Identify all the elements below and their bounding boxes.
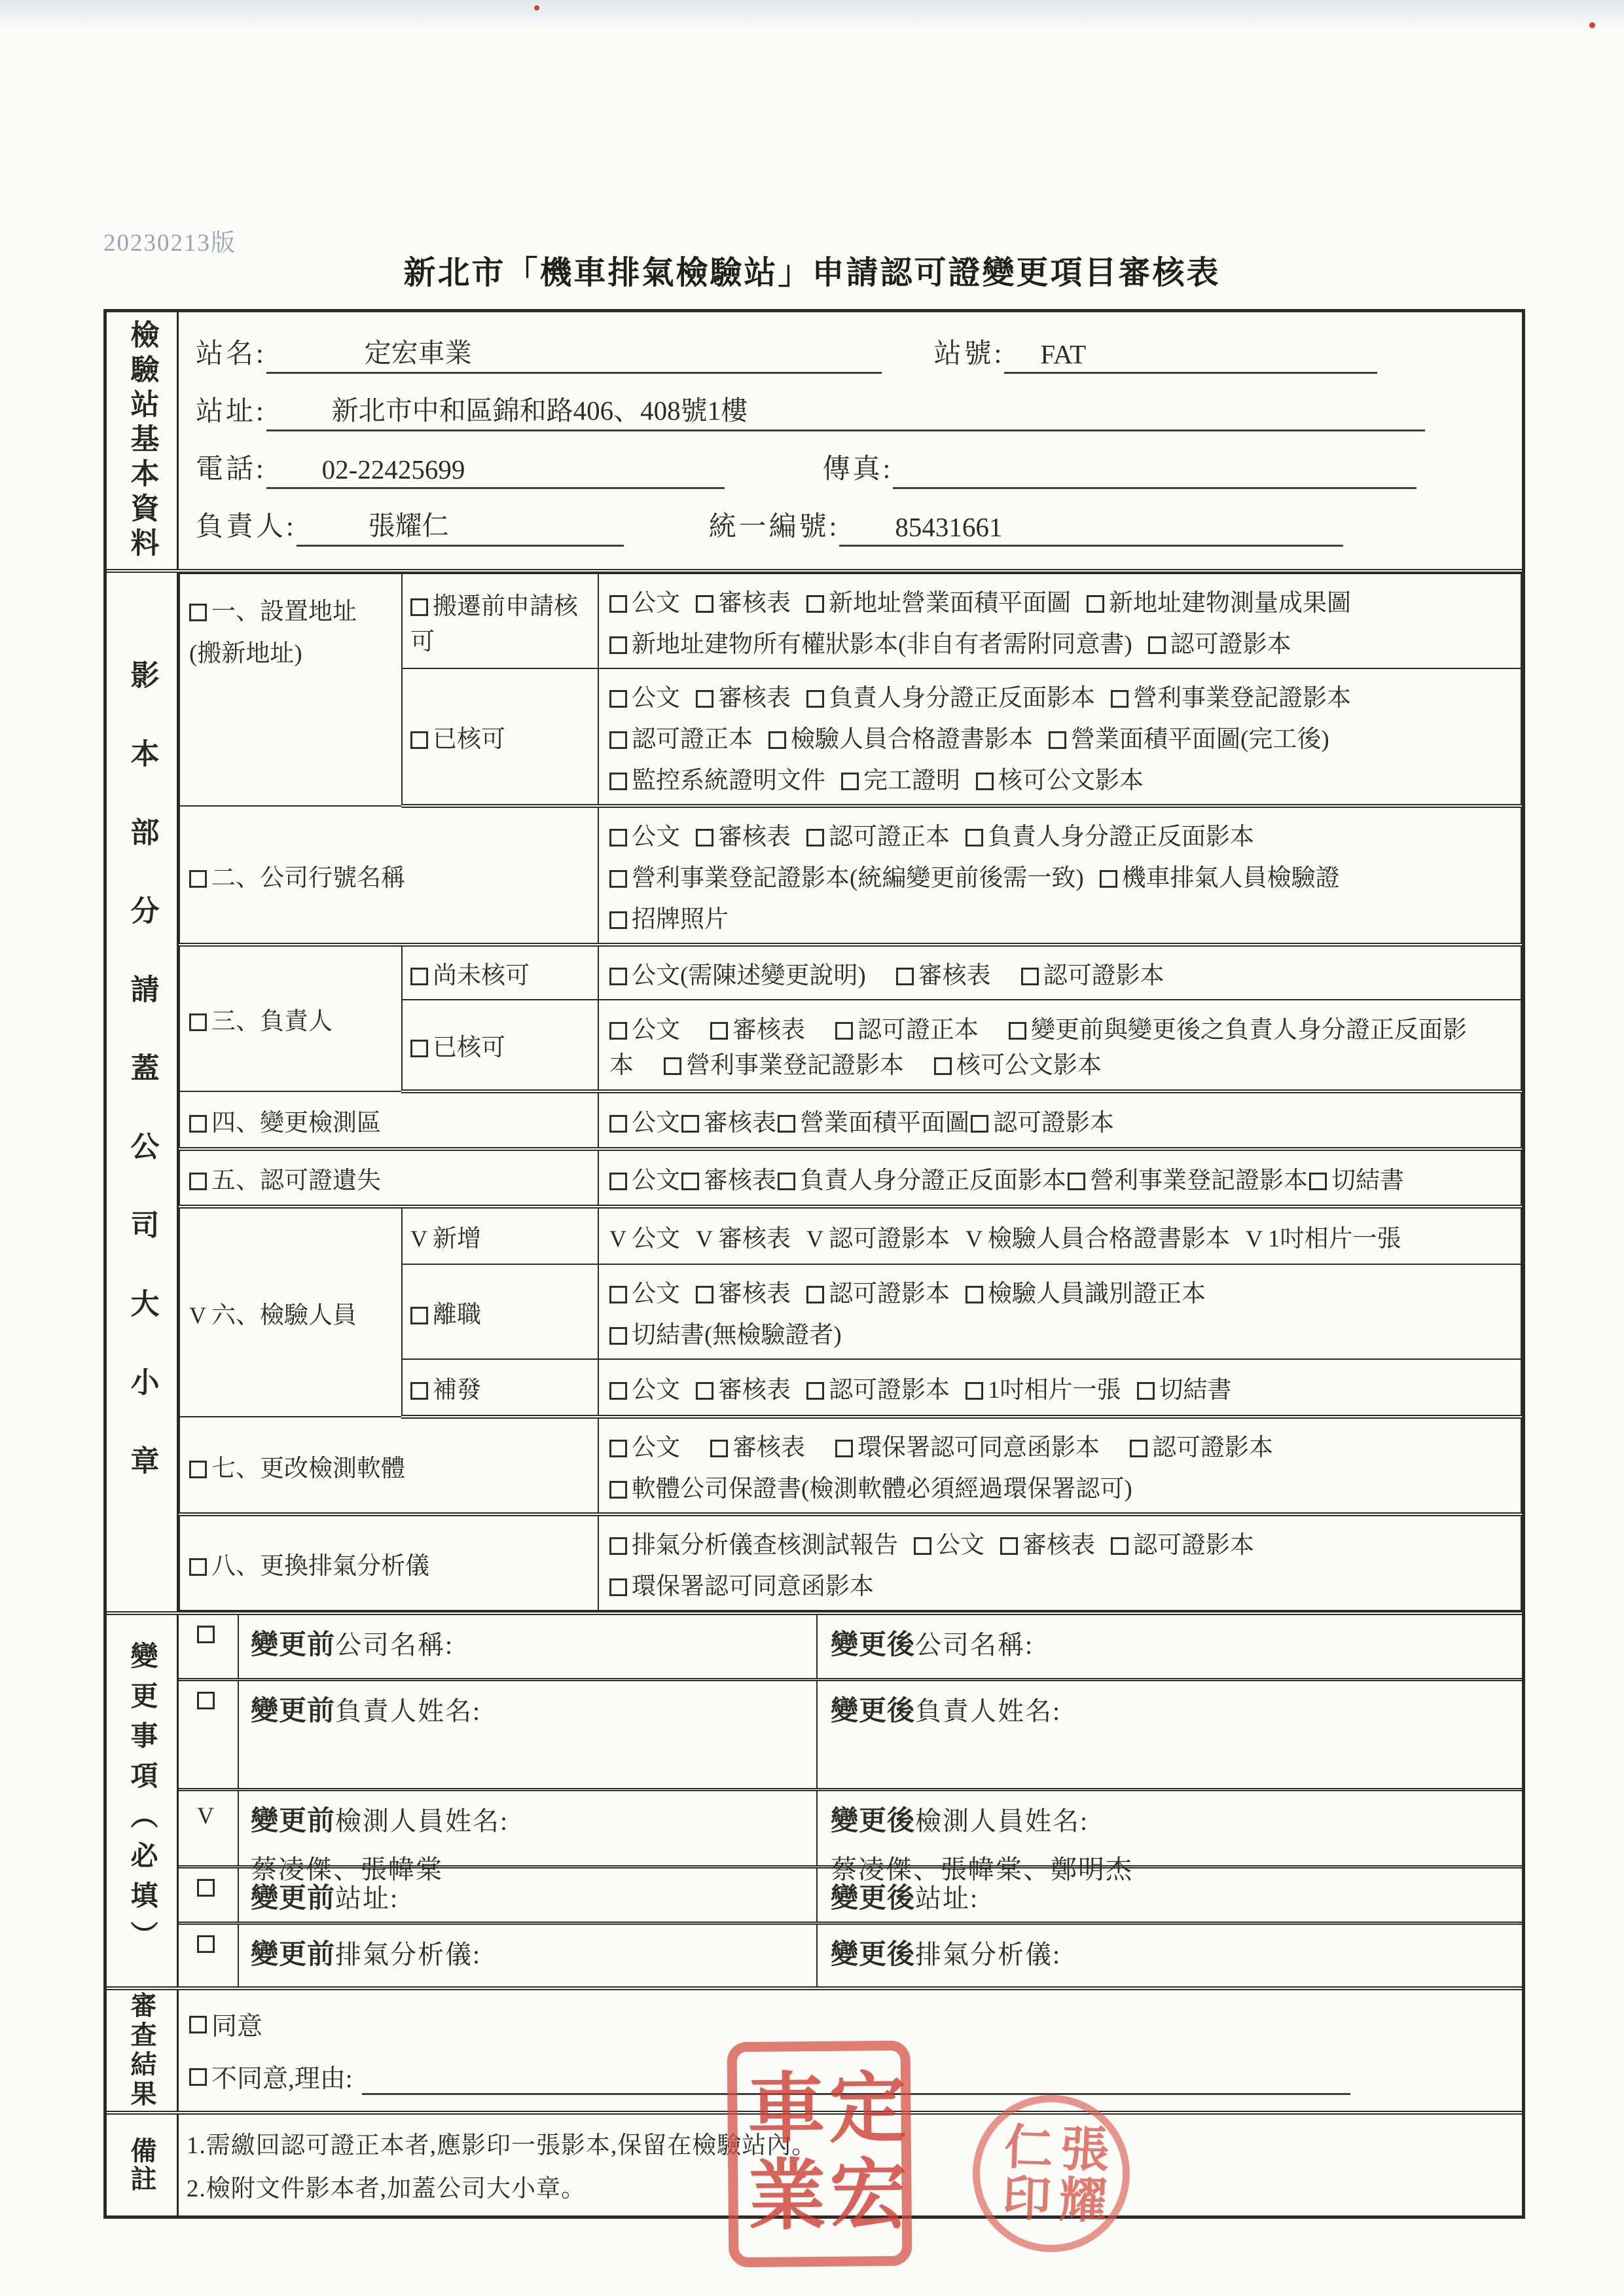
phone-field[interactable] bbox=[266, 452, 725, 489]
phone-value: 02-22425699 bbox=[321, 454, 465, 484]
checkbox[interactable] bbox=[778, 1115, 795, 1133]
change-rows bbox=[179, 1615, 1522, 1986]
category-company-name: 二、公司行號名稱 bbox=[179, 806, 598, 945]
station-code-label: 站號: bbox=[933, 339, 1005, 369]
checkbox[interactable] bbox=[1068, 1173, 1085, 1190]
change-row bbox=[179, 1788, 1522, 1884]
fax-label: 傳真: bbox=[822, 454, 893, 484]
checkbox[interactable] bbox=[609, 1173, 627, 1190]
checklist-item: 認可證影本 bbox=[806, 1377, 950, 1404]
checklist-item: 公文 bbox=[914, 1532, 984, 1559]
checkbox[interactable] bbox=[189, 2016, 207, 2033]
row-1a bbox=[179, 574, 1521, 668]
after-prefix: 變更後 bbox=[831, 1696, 916, 1726]
checkbox[interactable] bbox=[1100, 870, 1117, 888]
checklist-item: 審核表 bbox=[710, 1017, 805, 1044]
station-name-field[interactable] bbox=[266, 337, 882, 374]
checklist-item: 認可證正本 bbox=[806, 824, 950, 850]
checkbox[interactable] bbox=[609, 773, 627, 790]
checkbox[interactable] bbox=[1137, 1382, 1155, 1400]
after-value: 蔡凌傑、張幃棠、鄭明杰 bbox=[831, 1855, 1133, 1884]
checklist-item: 審核表 bbox=[696, 824, 791, 850]
checklist-item: 核可公文影本 bbox=[976, 767, 1144, 794]
section-basic-info bbox=[107, 312, 1522, 569]
station-name-value: 定宏車業 bbox=[364, 338, 472, 368]
checklist-item: 招牌照片 bbox=[609, 906, 729, 933]
row-owner-taxid bbox=[196, 505, 1507, 547]
checkbox[interactable] bbox=[896, 968, 914, 985]
checklist-items bbox=[598, 1514, 1521, 1611]
checkbox[interactable] bbox=[609, 1440, 627, 1457]
note-line: 1.需繳回認可證正本者,應影印一張影本,保留在檢驗站內。 bbox=[187, 2132, 817, 2159]
checkbox[interactable] bbox=[609, 1578, 627, 1596]
checklist-item: 公文 bbox=[609, 1017, 680, 1044]
before-label: 檢測人員姓名: bbox=[335, 1806, 509, 1836]
scanner-edge-artifact bbox=[0, 0, 1624, 30]
station-address-value: 新北市中和區錦和路406、408號1樓 bbox=[331, 395, 748, 426]
phone-label: 電話: bbox=[196, 454, 266, 484]
review-agree-row bbox=[189, 2006, 1522, 2043]
checkbox[interactable] bbox=[965, 1286, 983, 1303]
checkbox[interactable] bbox=[664, 1057, 681, 1075]
category-owner: 三、負責人 bbox=[179, 945, 402, 1091]
sidebar-change-items-label: 變更事項︵必填︶ bbox=[126, 1641, 157, 1961]
fax-field[interactable] bbox=[893, 452, 1416, 489]
checklist-item: 審核表 bbox=[696, 685, 791, 712]
checklist-item: 新地址建物測量成果圖 bbox=[1087, 590, 1351, 617]
checkbox[interactable] bbox=[609, 1286, 627, 1303]
checklist-item: 認可證影本 bbox=[1148, 631, 1291, 658]
checkbox[interactable] bbox=[696, 829, 713, 847]
checklist-item: 營利事業登記證影本 bbox=[1068, 1167, 1308, 1194]
checklist-items bbox=[598, 1000, 1521, 1091]
checklist-items bbox=[598, 574, 1521, 668]
checkbox[interactable] bbox=[410, 1040, 428, 1057]
after-label: 排氣分析儀: bbox=[915, 1940, 1062, 1969]
checklist-item: 檢驗人員識別證正本 bbox=[965, 1281, 1206, 1307]
change-row bbox=[179, 1678, 1522, 1788]
before-label: 排氣分析儀: bbox=[335, 1940, 482, 1969]
checklist-items bbox=[598, 1264, 1521, 1359]
checkbox[interactable] bbox=[609, 968, 627, 985]
checklist-item: 認可證正本 bbox=[609, 726, 753, 753]
checkbox[interactable] bbox=[806, 1382, 824, 1400]
checkbox[interactable] bbox=[189, 870, 207, 888]
checkbox[interactable] bbox=[197, 1626, 215, 1643]
checkbox[interactable] bbox=[410, 968, 428, 985]
checkbox[interactable] bbox=[197, 1692, 215, 1709]
checklist-item: 切結書(無檢驗證者) bbox=[609, 1322, 842, 1349]
station-name-label: 站名: bbox=[196, 339, 266, 369]
checkbox[interactable] bbox=[965, 1382, 983, 1400]
checkbox[interactable] bbox=[976, 773, 994, 790]
section-change-items bbox=[107, 1611, 1522, 1986]
checklist-item: 審核表 bbox=[681, 1110, 776, 1137]
checkbox[interactable] bbox=[965, 829, 983, 847]
subcategory-reissue: 補發 bbox=[402, 1359, 598, 1417]
before-value: 蔡凌傑、張幃棠 bbox=[251, 1855, 443, 1884]
checkbox[interactable] bbox=[189, 2068, 207, 2086]
checklist-item: 檢驗人員合格證書影本 bbox=[768, 726, 1033, 753]
row-4 bbox=[179, 1091, 1521, 1149]
before-change-cell[interactable] bbox=[239, 1681, 818, 1788]
checklist-items bbox=[598, 1149, 1521, 1207]
subcategory-not-yet-approved: 尚未核可 bbox=[402, 945, 598, 1000]
checklist-item: 營利事業登記證影本 bbox=[1111, 685, 1351, 712]
checkmark[interactable] bbox=[410, 1225, 427, 1253]
agree-label: 同意 bbox=[211, 2013, 263, 2041]
checkbox[interactable] bbox=[1021, 968, 1039, 985]
subcategory-approved: 已核可 bbox=[402, 668, 598, 806]
after-prefix: 變更後 bbox=[831, 1884, 916, 1914]
scan-artifact bbox=[534, 5, 539, 10]
checkbox[interactable] bbox=[1130, 1440, 1147, 1457]
subcategory-approved: 已核可 bbox=[402, 1000, 598, 1091]
change-row-checkbox-cell bbox=[179, 1868, 239, 1922]
checklist-item: V 公文 bbox=[609, 1226, 680, 1252]
before-prefix: 變更前 bbox=[251, 1806, 336, 1836]
checklist-item: 營業面積平面圖 bbox=[778, 1110, 969, 1137]
checklist-item: 公文 bbox=[609, 1377, 680, 1404]
sidebar-change-items bbox=[107, 1615, 179, 1986]
checkbox[interactable] bbox=[410, 598, 428, 616]
before-prefix: 變更前 bbox=[251, 1696, 336, 1726]
row-7 bbox=[179, 1417, 1521, 1514]
before-label: 負責人姓名: bbox=[335, 1696, 482, 1726]
checkbox[interactable] bbox=[841, 773, 859, 790]
checkbox[interactable] bbox=[189, 1013, 207, 1031]
checklist-item: 核可公文影本 bbox=[934, 1052, 1102, 1079]
checkbox[interactable] bbox=[778, 1173, 795, 1190]
checklist-item: 環保署認可同意函影本 bbox=[609, 1573, 874, 1600]
checklist-item: 公文 bbox=[609, 1434, 680, 1461]
station-address-label: 站址: bbox=[196, 397, 266, 427]
checklist-item: 公文 bbox=[609, 685, 680, 712]
checklist-item: 公文 bbox=[609, 1281, 680, 1307]
sidebar-checklist bbox=[107, 573, 179, 1611]
tax-id-value: 85431661 bbox=[895, 512, 1003, 542]
checklist-item: 排氣分析儀查核測試報告 bbox=[609, 1532, 898, 1559]
checkbox[interactable] bbox=[681, 1115, 699, 1133]
checklist-item: 認可證影本 bbox=[1111, 1532, 1254, 1559]
form-table bbox=[103, 309, 1525, 2219]
after-label: 檢測人員姓名: bbox=[915, 1806, 1089, 1836]
sidebar-basic-info bbox=[107, 312, 179, 569]
change-row bbox=[179, 1865, 1522, 1922]
before-label: 公司名稱: bbox=[335, 1630, 454, 1660]
checkbox[interactable] bbox=[1148, 636, 1166, 654]
checklist-item: 審核表 bbox=[1000, 1532, 1095, 1559]
scan-artifact bbox=[1589, 22, 1595, 28]
after-prefix: 變更後 bbox=[831, 1630, 916, 1660]
station-code-value: FAT bbox=[1040, 339, 1087, 369]
checkbox[interactable] bbox=[696, 595, 713, 613]
change-row-checkbox-cell bbox=[179, 1925, 239, 1986]
checklist-item: 公文 bbox=[609, 1110, 680, 1137]
checklist-item: 認可證影本 bbox=[1021, 962, 1164, 989]
owner-label: 負責人: bbox=[196, 512, 297, 542]
change-row-checkbox-cell bbox=[179, 1615, 239, 1678]
checklist-item: 切結書 bbox=[1309, 1167, 1404, 1194]
company-seal-stamp bbox=[727, 2041, 912, 2267]
checkbox[interactable] bbox=[609, 911, 627, 929]
checklist-item: 機車排氣人員檢驗證 bbox=[1100, 865, 1340, 892]
checkbox[interactable] bbox=[609, 1481, 627, 1499]
after-label: 站址: bbox=[915, 1884, 979, 1913]
checklist-item: 營利事業登記證影本(統編變更前後需一致) bbox=[609, 865, 1084, 892]
checklist-item: 認可證影本 bbox=[1130, 1434, 1273, 1461]
change-row bbox=[179, 1615, 1522, 1678]
change-row bbox=[179, 1922, 1522, 1986]
checklist-item: 公文(需陳述變更說明) bbox=[609, 962, 866, 989]
checklist-item: 公文 bbox=[609, 590, 680, 617]
checkbox[interactable] bbox=[710, 1022, 728, 1040]
checklist-item: 切結書 bbox=[1137, 1377, 1232, 1404]
checklist-item: 認可證影本 bbox=[971, 1110, 1114, 1137]
change-row-checkbox-cell bbox=[179, 1791, 239, 1865]
checkbox[interactable] bbox=[609, 731, 627, 749]
checkbox[interactable] bbox=[914, 1537, 931, 1555]
checkbox[interactable] bbox=[609, 1537, 627, 1555]
category-test-area: 四、變更檢測區 bbox=[179, 1091, 598, 1149]
checklist-item: 新地址建物所有權狀影本(非自有者需附同意書) bbox=[609, 631, 1132, 658]
checkmark[interactable] bbox=[965, 1225, 983, 1253]
checkbox[interactable] bbox=[189, 604, 207, 621]
checkbox[interactable] bbox=[806, 1286, 824, 1303]
checkbox[interactable] bbox=[806, 595, 824, 613]
version-label: 20230213版 bbox=[103, 230, 236, 257]
checklist-item: 新地址營業面積平面圖 bbox=[806, 590, 1071, 617]
before-change-cell[interactable] bbox=[239, 1868, 818, 1922]
checkbox[interactable] bbox=[189, 1173, 207, 1190]
checkbox[interactable] bbox=[609, 595, 627, 613]
checkmark[interactable] bbox=[696, 1225, 713, 1253]
checkmark[interactable] bbox=[1246, 1225, 1263, 1253]
before-change-cell[interactable] bbox=[239, 1925, 818, 1986]
station-address-field[interactable] bbox=[266, 395, 1425, 431]
section-checklist bbox=[107, 569, 1522, 1611]
checklist-item: 認可證影本 bbox=[806, 1281, 950, 1307]
after-label: 負責人姓名: bbox=[915, 1696, 1062, 1726]
checklist-items bbox=[598, 1091, 1521, 1149]
row-station-address bbox=[196, 390, 1507, 431]
checklist-item: 軟體公司保證書(檢測軟體必須經過環保署認可) bbox=[609, 1476, 1132, 1503]
checkbox[interactable] bbox=[609, 870, 627, 888]
row-2 bbox=[179, 806, 1521, 945]
checkbox[interactable] bbox=[609, 829, 627, 847]
checkbox[interactable] bbox=[1049, 731, 1066, 749]
checkbox[interactable] bbox=[1000, 1537, 1018, 1555]
sidebar-notes-label: 備註 bbox=[127, 2137, 156, 2193]
checkbox[interactable] bbox=[609, 1022, 627, 1040]
checkbox[interactable] bbox=[1111, 1537, 1128, 1555]
before-change-cell[interactable] bbox=[239, 1615, 818, 1678]
checklist-item: 營業面積平面圖(完工後) bbox=[1049, 726, 1329, 753]
checkbox[interactable] bbox=[609, 1327, 627, 1345]
station-code-field[interactable] bbox=[1004, 337, 1377, 374]
owner-value: 張耀仁 bbox=[368, 511, 449, 541]
note-line: 2.檢附文件影本者,加蓋公司大小章。 bbox=[187, 2176, 586, 2202]
checkmark[interactable] bbox=[609, 1225, 626, 1253]
checklist-items bbox=[598, 1417, 1521, 1514]
checklist-table bbox=[179, 573, 1522, 1611]
checklist-item: 審核表 bbox=[696, 1377, 791, 1404]
tax-id-field[interactable] bbox=[839, 510, 1343, 547]
checkbox[interactable] bbox=[681, 1173, 699, 1190]
after-change-cell[interactable] bbox=[818, 1681, 1522, 1788]
checkbox[interactable] bbox=[768, 731, 786, 749]
checkbox[interactable] bbox=[609, 1382, 627, 1400]
checkbox[interactable] bbox=[197, 1802, 214, 1865]
checkbox[interactable] bbox=[197, 1879, 215, 1897]
disagree-label: 不同意,理由: bbox=[211, 2065, 353, 2093]
checkbox[interactable] bbox=[189, 1461, 207, 1478]
before-prefix: 變更前 bbox=[251, 1884, 336, 1914]
checkbox[interactable] bbox=[835, 1022, 853, 1040]
checklist-item: 審核表 bbox=[896, 962, 991, 989]
checkbox[interactable] bbox=[806, 690, 824, 708]
checklist-items bbox=[598, 806, 1521, 945]
row-3a bbox=[179, 945, 1521, 1000]
checkmark[interactable] bbox=[806, 1225, 823, 1253]
category-inspectors: V六、檢驗人員 bbox=[179, 1207, 402, 1417]
after-prefix: 變更後 bbox=[831, 1806, 916, 1836]
subcategory-resignation: 離職 bbox=[402, 1264, 598, 1359]
checklist-item: 負責人身分證正反面影本 bbox=[965, 824, 1254, 850]
checklist-item: 1吋相片一張 bbox=[965, 1377, 1121, 1404]
checkbox[interactable] bbox=[410, 1382, 428, 1400]
after-change-cell[interactable] bbox=[818, 1615, 1522, 1678]
after-change-cell[interactable] bbox=[818, 1868, 1522, 1922]
after-change-cell[interactable] bbox=[818, 1791, 1522, 1884]
checkbox[interactable] bbox=[1309, 1173, 1327, 1190]
checkbox[interactable] bbox=[189, 1558, 207, 1576]
checklist-item: V 審核表 bbox=[696, 1226, 791, 1252]
category-software-change: 七、更改檢測軟體 bbox=[179, 1417, 598, 1514]
company-seal-text: 定宏 車業 bbox=[735, 2066, 905, 2242]
checklist-item: 公文 bbox=[609, 824, 680, 850]
sidebar-notes bbox=[107, 2115, 179, 2215]
checklist-item: 審核表 bbox=[696, 590, 791, 617]
checkbox[interactable] bbox=[410, 731, 428, 749]
checklist-item: 監控系統證明文件 bbox=[609, 767, 825, 794]
category-analyzer-change: 八、更換排氣分析儀 bbox=[179, 1514, 598, 1611]
row-6a bbox=[179, 1207, 1521, 1264]
checklist-item: 完工證明 bbox=[841, 767, 960, 794]
checklist-item: 審核表 bbox=[696, 1281, 791, 1307]
before-label: 站址: bbox=[335, 1884, 399, 1913]
checklist-items bbox=[598, 1359, 1521, 1417]
tax-id-label: 統一編號: bbox=[708, 512, 840, 542]
sidebar-review-result bbox=[107, 1990, 179, 2111]
checkbox[interactable] bbox=[197, 1935, 215, 1953]
row-station-name bbox=[196, 332, 1507, 374]
checkbox[interactable] bbox=[609, 690, 627, 708]
checklist-item: 認可證正本 bbox=[835, 1017, 979, 1044]
checkbox[interactable] bbox=[971, 1115, 988, 1133]
checklist-item: 負責人身分證正反面影本 bbox=[806, 685, 1095, 712]
after-change-cell[interactable] bbox=[818, 1925, 1522, 1986]
sidebar-basic-info-label: 檢驗站基本資料 bbox=[126, 319, 158, 562]
checkbox[interactable] bbox=[696, 1382, 713, 1400]
before-change-cell[interactable] bbox=[239, 1791, 818, 1884]
checkbox[interactable] bbox=[835, 1440, 853, 1457]
checklist-items bbox=[598, 668, 1521, 806]
checklist-item: 變更前與變更後之負責人身分證正反面影本 bbox=[609, 1017, 1467, 1079]
checklist-item: V 1吋相片一張 bbox=[1246, 1226, 1401, 1252]
category-lost-certificate: 五、認可證遺失 bbox=[179, 1149, 598, 1207]
subcategory-new-inspector: V新增 bbox=[402, 1207, 598, 1264]
checkbox[interactable] bbox=[710, 1440, 728, 1457]
checklist-item: 環保署認可同意函影本 bbox=[835, 1434, 1100, 1461]
row-phone-fax bbox=[196, 447, 1507, 489]
subcategory-pre-approval: 搬遷前申請核可 bbox=[402, 574, 598, 668]
checkmark[interactable] bbox=[189, 1302, 206, 1330]
after-label: 公司名稱: bbox=[915, 1630, 1034, 1660]
category-relocation: 一、設置地址 (搬新地址) bbox=[179, 574, 402, 806]
before-prefix: 變更前 bbox=[251, 1940, 336, 1970]
personal-seal-text: 張耀 仁印 bbox=[994, 2121, 1108, 2227]
checklist-item: V 認可證影本 bbox=[806, 1226, 950, 1252]
checkbox[interactable] bbox=[696, 1286, 713, 1303]
after-prefix: 變更後 bbox=[831, 1940, 916, 1970]
checklist-item: 審核表 bbox=[710, 1434, 805, 1461]
checklist-item: V 檢驗人員合格證書影本 bbox=[965, 1226, 1230, 1252]
checkbox[interactable] bbox=[1009, 1022, 1026, 1040]
checklist-item: 營利事業登記證影本 bbox=[664, 1052, 904, 1079]
checkbox[interactable] bbox=[806, 829, 824, 847]
before-prefix: 變更前 bbox=[251, 1630, 336, 1660]
row-5 bbox=[179, 1149, 1521, 1207]
row-8 bbox=[179, 1514, 1521, 1611]
owner-field[interactable] bbox=[297, 510, 624, 547]
sidebar-checklist-label: 影本部分請蓋公司大小章 bbox=[126, 660, 158, 1524]
change-row-checkbox-cell bbox=[179, 1681, 239, 1788]
checkbox[interactable] bbox=[609, 636, 627, 654]
checkbox[interactable] bbox=[609, 1115, 627, 1133]
sidebar-review-result-label: 審查結果 bbox=[127, 1992, 156, 2109]
checklist-item: 公文 bbox=[609, 1167, 680, 1194]
checkbox[interactable] bbox=[410, 1307, 428, 1324]
checkbox[interactable] bbox=[1087, 595, 1104, 613]
page-title: 新北市「機車排氣檢驗站」申請認可證變更項目審核表 bbox=[403, 255, 1221, 291]
checklist-item: 負責人身分證正反面影本 bbox=[778, 1167, 1066, 1194]
checkbox[interactable] bbox=[934, 1057, 952, 1075]
checklist-items bbox=[598, 945, 1521, 1000]
checklist-item: 審核表 bbox=[681, 1167, 776, 1194]
checkbox[interactable] bbox=[1111, 690, 1128, 708]
checkbox[interactable] bbox=[189, 1115, 207, 1133]
checkbox[interactable] bbox=[696, 690, 713, 708]
checklist-items bbox=[598, 1207, 1521, 1264]
